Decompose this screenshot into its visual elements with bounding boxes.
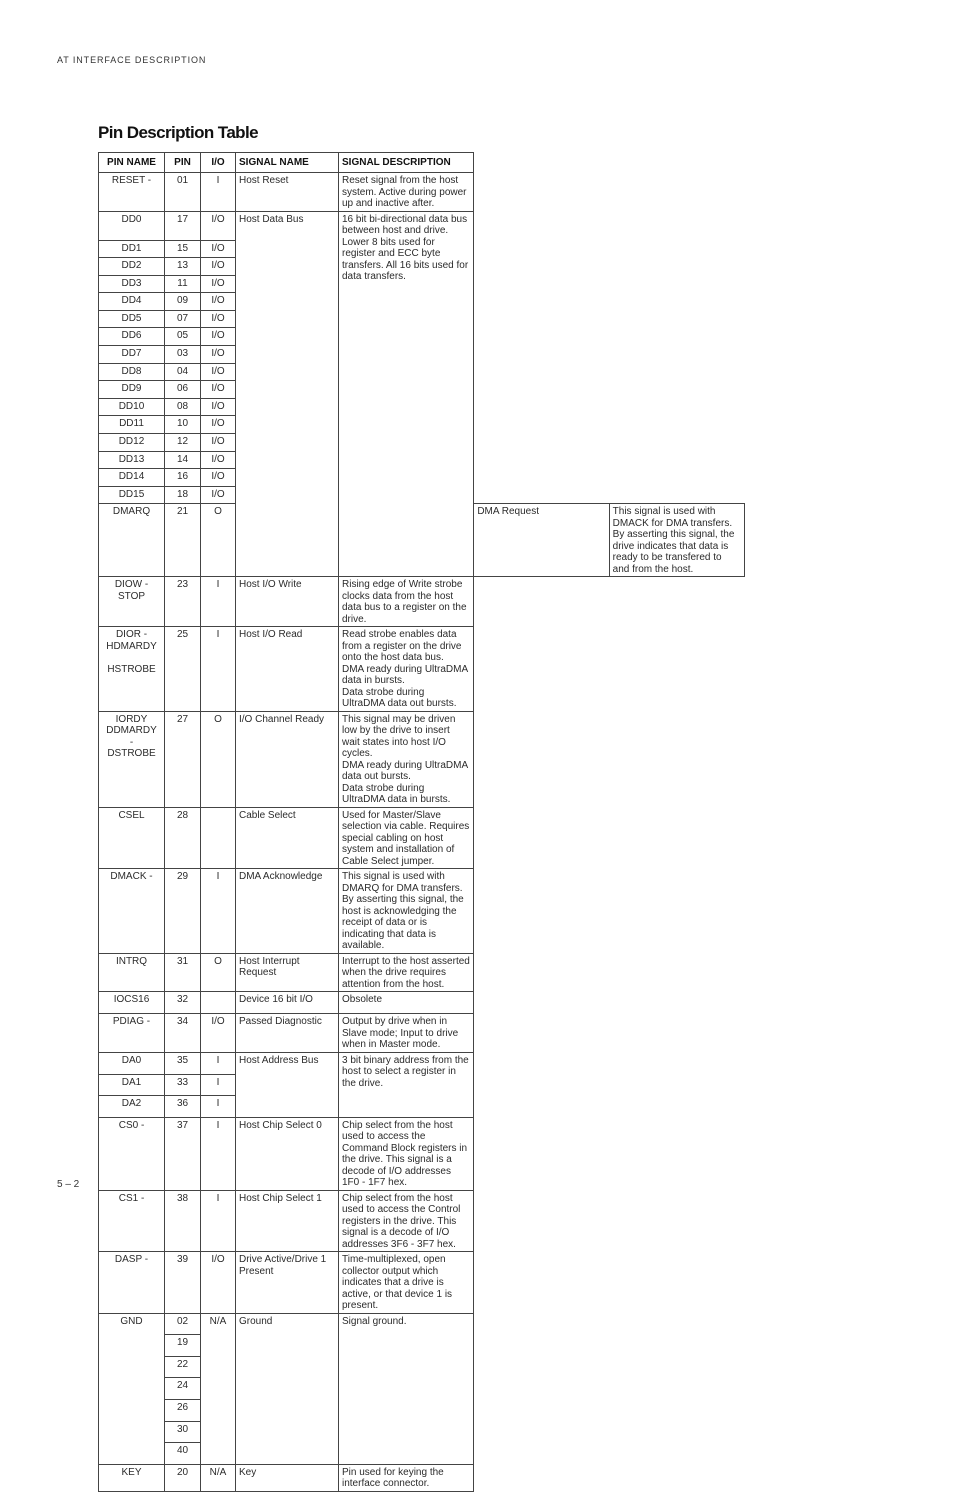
pin-number-cell: 21 bbox=[165, 504, 201, 577]
table-row bbox=[99, 173, 745, 212]
pin-number-cell: 35 bbox=[165, 1052, 201, 1074]
io-cell: I/O bbox=[201, 1014, 236, 1053]
io-cell: I bbox=[201, 1074, 236, 1096]
pin-number-cell: 20 bbox=[165, 1464, 201, 1491]
pin-name-cell: DD8 bbox=[99, 363, 165, 381]
pin-name-cell: DD0 bbox=[99, 211, 165, 240]
table-body bbox=[99, 173, 745, 1492]
signal-description-cell: Time-multiplexed, open collector output which indicates that a drive is active, or that device 1 is present. bbox=[339, 1252, 474, 1314]
pin-name-cell: CSEL bbox=[99, 807, 165, 869]
pin-number-cell: 09 bbox=[165, 293, 201, 311]
signal-description-cell: Rising edge of Write strobe clocks data from the host data bus to a register on the drive. bbox=[339, 577, 474, 627]
pin-name-cell: DD15 bbox=[99, 486, 165, 504]
signal-description-cell: Chip select from the host used to access the Control registers in the drive. This signal is a decode of I/O addresses 3F6 - 3F7 hex. bbox=[339, 1190, 474, 1252]
pin-name-cell: DD9 bbox=[99, 381, 165, 399]
pin-number-cell: 04 bbox=[165, 363, 201, 381]
io-cell: I bbox=[201, 1190, 236, 1252]
pin-name-cell: DD7 bbox=[99, 346, 165, 364]
signal-name-cell: Key bbox=[236, 1464, 339, 1491]
signal-name-cell: DMA Acknowledge bbox=[236, 869, 339, 954]
pin-name-cell: CS1 - bbox=[99, 1190, 165, 1252]
column-header-io: I/O bbox=[201, 153, 236, 173]
io-cell: I/O bbox=[201, 1252, 236, 1314]
pin-name-cell: INTRQ bbox=[99, 953, 165, 992]
signal-description-cell: Read strobe enables data from a register on the drive onto the host data bus. DMA ready during UltraDMA data in bursts. Data strobe during UltraDMA data out bursts. bbox=[339, 627, 474, 712]
pin-name-cell: DD5 bbox=[99, 310, 165, 328]
io-cell: I/O bbox=[201, 293, 236, 311]
io-cell: I/O bbox=[201, 310, 236, 328]
signal-description-cell: Used for Master/Slave selection via cable. Requires special cabling on host system and installation of Cable Select jumper. bbox=[339, 807, 474, 869]
pin-name-cell: CS0 - bbox=[99, 1117, 165, 1190]
pin-name-cell: PDIAG - bbox=[99, 1014, 165, 1053]
table-header-row bbox=[99, 153, 745, 173]
pin-name-cell: DD2 bbox=[99, 258, 165, 276]
io-cell: I bbox=[201, 869, 236, 954]
io-cell: I/O bbox=[201, 486, 236, 504]
signal-description-cell: This signal is used with DMACK for DMA transfers. By asserting this signal, the drive indicates that data is ready to be transfered to and from the host. bbox=[609, 504, 744, 577]
signal-name-cell: Drive Active/Drive 1 Present bbox=[236, 1252, 339, 1314]
column-header-pin-name: PIN NAME bbox=[99, 153, 165, 173]
pin-name-cell: DASP - bbox=[99, 1252, 165, 1314]
pin-name-cell: DD3 bbox=[99, 275, 165, 293]
pin-number-cell: 19 bbox=[165, 1335, 201, 1357]
pin-number-cell: 23 bbox=[165, 577, 201, 627]
pin-number-cell: 30 bbox=[165, 1421, 201, 1443]
pin-number-cell: 31 bbox=[165, 953, 201, 992]
signal-name-cell: Host I/O Read bbox=[236, 627, 339, 712]
pin-name-cell: GND bbox=[99, 1313, 165, 1464]
table-row bbox=[99, 627, 745, 712]
io-cell: I/O bbox=[201, 258, 236, 276]
io-cell: I/O bbox=[201, 469, 236, 487]
pin-number-cell: 02 bbox=[165, 1313, 201, 1335]
io-cell: I/O bbox=[201, 363, 236, 381]
table-row bbox=[99, 711, 745, 807]
signal-description-cell: Pin used for keying the interface connector. bbox=[339, 1464, 474, 1491]
pin-name-cell: DMACK - bbox=[99, 869, 165, 954]
pin-number-cell: 06 bbox=[165, 381, 201, 399]
pin-number-cell: 39 bbox=[165, 1252, 201, 1314]
pin-number-cell: 38 bbox=[165, 1190, 201, 1252]
pin-number-cell: 37 bbox=[165, 1117, 201, 1190]
table-row bbox=[99, 577, 745, 627]
signal-description-cell: 3 bit binary address from the host to select a register in the drive. bbox=[339, 1052, 474, 1117]
io-cell: I/O bbox=[201, 328, 236, 346]
page-number: 5 – 2 bbox=[57, 1179, 80, 1190]
pin-name-cell: DMARQ bbox=[99, 504, 165, 577]
pin-name-cell: DA0 bbox=[99, 1052, 165, 1074]
signal-description-cell: Interrupt to the host asserted when the drive requires attention from the host. bbox=[339, 953, 474, 992]
signal-name-cell: Host Address Bus bbox=[236, 1052, 339, 1117]
table-row bbox=[99, 807, 745, 869]
pin-number-cell: 32 bbox=[165, 992, 201, 1014]
table-row bbox=[99, 211, 745, 240]
pin-number-cell: 05 bbox=[165, 328, 201, 346]
pin-name-cell: DD11 bbox=[99, 416, 165, 434]
pin-number-cell: 22 bbox=[165, 1356, 201, 1378]
pin-number-cell: 17 bbox=[165, 211, 201, 240]
io-cell: O bbox=[201, 953, 236, 992]
io-cell: O bbox=[201, 711, 236, 807]
io-cell: N/A bbox=[201, 1464, 236, 1491]
pin-number-cell: 33 bbox=[165, 1074, 201, 1096]
table-row bbox=[99, 1117, 745, 1190]
io-cell bbox=[201, 992, 236, 1014]
pin-name-cell: DD13 bbox=[99, 451, 165, 469]
table-row bbox=[99, 992, 745, 1014]
pin-number-cell: 07 bbox=[165, 310, 201, 328]
io-cell: I/O bbox=[201, 346, 236, 364]
page-title: Pin Description Table bbox=[98, 123, 258, 142]
signal-name-cell: Host Reset bbox=[236, 173, 339, 212]
signal-name-cell: Cable Select bbox=[236, 807, 339, 869]
pin-number-cell: 18 bbox=[165, 486, 201, 504]
signal-description-cell: This signal may be driven low by the drive to insert wait states into host I/O cycles. DMA ready during UltraDMA data out bursts. Data strobe during UltraDMA data in bursts. bbox=[339, 711, 474, 807]
signal-name-cell: Host Chip Select 1 bbox=[236, 1190, 339, 1252]
pin-number-cell: 36 bbox=[165, 1096, 201, 1118]
signal-name-cell: Host Chip Select 0 bbox=[236, 1117, 339, 1190]
pin-name-cell: DD4 bbox=[99, 293, 165, 311]
pin-name-cell: DA1 bbox=[99, 1074, 165, 1096]
signal-description-cell: Chip select from the host used to access the Command Block registers in the drive. This signal is a decode of I/O addresses 1F0 - 1F7 hex. bbox=[339, 1117, 474, 1190]
pin-number-cell: 15 bbox=[165, 240, 201, 258]
pin-number-cell: 11 bbox=[165, 275, 201, 293]
signal-name-cell: Host Interrupt Request bbox=[236, 953, 339, 992]
running-header: AT INTERFACE DESCRIPTION bbox=[57, 55, 207, 65]
signal-name-cell: Device 16 bit I/O bbox=[236, 992, 339, 1014]
io-cell: I/O bbox=[201, 275, 236, 293]
signal-description-cell: Output by drive when in Slave mode; Input to drive when in Master mode. bbox=[339, 1014, 474, 1053]
signal-name-cell: Passed Diagnostic bbox=[236, 1014, 339, 1053]
pin-number-cell: 16 bbox=[165, 469, 201, 487]
pin-number-cell: 03 bbox=[165, 346, 201, 364]
pin-name-cell: DD10 bbox=[99, 398, 165, 416]
table-row bbox=[99, 1014, 745, 1053]
pin-number-cell: 14 bbox=[165, 451, 201, 469]
signal-name-cell: Host I/O Write bbox=[236, 577, 339, 627]
io-cell: I/O bbox=[201, 381, 236, 399]
pin-name-cell: DD12 bbox=[99, 434, 165, 452]
io-cell: I bbox=[201, 1117, 236, 1190]
pin-number-cell: 34 bbox=[165, 1014, 201, 1053]
pin-number-cell: 12 bbox=[165, 434, 201, 452]
pin-number-cell: 27 bbox=[165, 711, 201, 807]
io-cell: I/O bbox=[201, 434, 236, 452]
pin-number-cell: 01 bbox=[165, 173, 201, 212]
table-row bbox=[99, 953, 745, 992]
signal-description-cell: Reset signal from the host system. Active during power up and inactive after. bbox=[339, 173, 474, 212]
io-cell: N/A bbox=[201, 1313, 236, 1464]
signal-description-cell: Signal ground. bbox=[339, 1313, 474, 1464]
pin-name-cell: DIOR - HDMARDY HSTROBE bbox=[99, 627, 165, 712]
io-cell: I bbox=[201, 1096, 236, 1118]
pin-number-cell: 24 bbox=[165, 1378, 201, 1400]
pin-name-cell: KEY bbox=[99, 1464, 165, 1491]
table-row bbox=[99, 1252, 745, 1314]
signal-description-cell: This signal is used with DMARQ for DMA transfers. By asserting this signal, the host is acknowledging the receipt of data or is indicating that data is available. bbox=[339, 869, 474, 954]
io-cell: I/O bbox=[201, 451, 236, 469]
signal-name-cell: Host Data Bus bbox=[236, 211, 339, 577]
io-cell: I bbox=[201, 173, 236, 212]
table-row bbox=[99, 869, 745, 954]
pin-number-cell: 08 bbox=[165, 398, 201, 416]
io-cell: I/O bbox=[201, 240, 236, 258]
io-cell: O bbox=[201, 504, 236, 577]
pin-number-cell: 25 bbox=[165, 627, 201, 712]
signal-name-cell: DMA Request bbox=[474, 504, 609, 577]
table-row bbox=[99, 1190, 745, 1252]
table-row bbox=[99, 1313, 745, 1335]
column-header-signal-description: SIGNAL DESCRIPTION bbox=[339, 153, 474, 173]
column-header-signal-name: SIGNAL NAME bbox=[236, 153, 339, 173]
io-cell: I bbox=[201, 627, 236, 712]
pin-number-cell: 13 bbox=[165, 258, 201, 276]
pin-number-cell: 10 bbox=[165, 416, 201, 434]
signal-description-cell: Obsolete bbox=[339, 992, 474, 1014]
io-cell bbox=[201, 807, 236, 869]
pin-name-cell: DIOW - STOP bbox=[99, 577, 165, 627]
pin-number-cell: 29 bbox=[165, 869, 201, 954]
signal-description-cell: 16 bit bi-directional data bus between host and drive. Lower 8 bits used for register and ECC byte transfers. All 16 bits used for data transfers. bbox=[339, 211, 474, 577]
pin-number-cell: 28 bbox=[165, 807, 201, 869]
pin-name-cell: IORDY DDMARDY - DSTROBE bbox=[99, 711, 165, 807]
pin-description-table bbox=[98, 152, 745, 1492]
io-cell: I/O bbox=[201, 398, 236, 416]
io-cell: I bbox=[201, 1052, 236, 1074]
io-cell: I bbox=[201, 577, 236, 627]
pin-name-cell: DA2 bbox=[99, 1096, 165, 1118]
pin-name-cell: DD1 bbox=[99, 240, 165, 258]
pin-number-cell: 26 bbox=[165, 1400, 201, 1422]
signal-name-cell: Ground bbox=[236, 1313, 339, 1464]
signal-name-cell: I/O Channel Ready bbox=[236, 711, 339, 807]
pin-name-cell: DD6 bbox=[99, 328, 165, 346]
io-cell: I/O bbox=[201, 416, 236, 434]
column-header-pin: PIN bbox=[165, 153, 201, 173]
pin-name-cell: IOCS16 bbox=[99, 992, 165, 1014]
pin-name-cell: RESET - bbox=[99, 173, 165, 212]
io-cell: I/O bbox=[201, 211, 236, 240]
pin-name-cell: DD14 bbox=[99, 469, 165, 487]
table-row bbox=[99, 1464, 745, 1491]
pin-number-cell: 40 bbox=[165, 1443, 201, 1465]
table-row bbox=[99, 1052, 745, 1074]
